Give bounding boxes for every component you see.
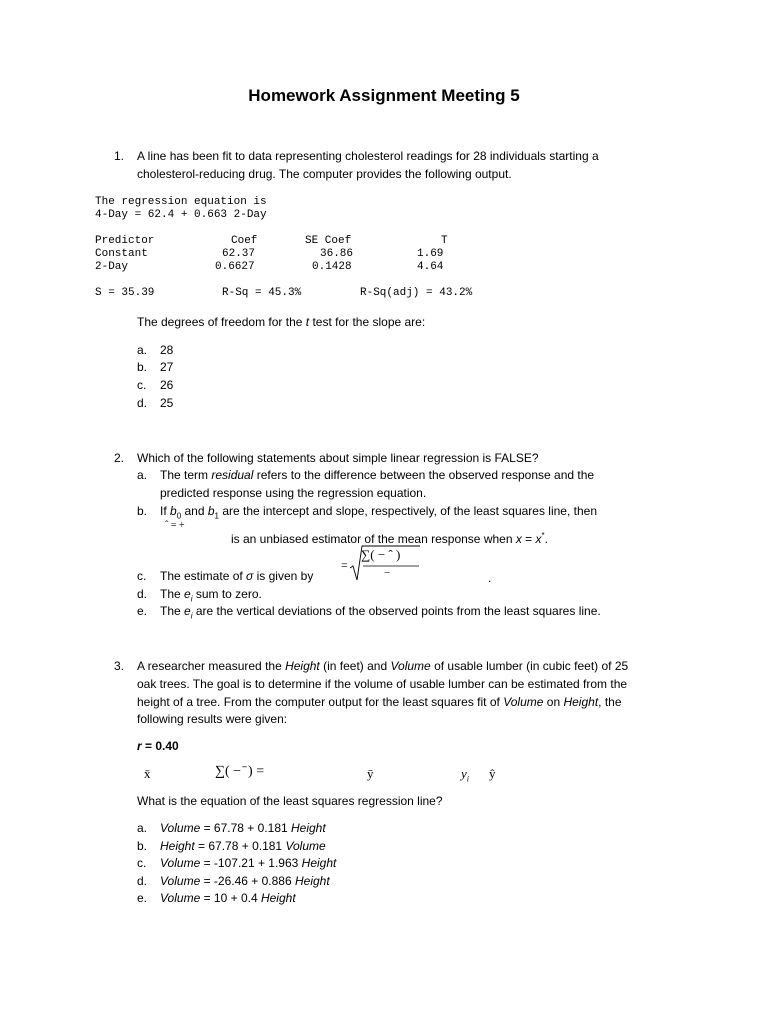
output-cell: 36.86 bbox=[320, 248, 354, 260]
stat-xbar: x̄ bbox=[144, 766, 151, 781]
option-letter: c. bbox=[137, 378, 147, 392]
option-text: 26 bbox=[160, 378, 174, 392]
option-letter: b. bbox=[137, 504, 148, 518]
output-cell: 4.64 bbox=[417, 261, 444, 273]
page-title: Homework Assignment Meeting 5 bbox=[248, 86, 520, 105]
option-text: is an unbiased estimator of the mean response when x = x*. bbox=[231, 531, 548, 546]
option-text: The term residual refers to the difference between the observed response and the bbox=[160, 468, 595, 482]
question-prompt: What is the equation of the least squares regression line? bbox=[137, 794, 443, 808]
option-letter: e. bbox=[137, 891, 148, 905]
question-prompt: The degrees of freedom for the t test for the slope are: bbox=[137, 315, 426, 329]
output-line: The regression equation is bbox=[95, 196, 267, 208]
stat-yi: $y_i$ bbox=[461, 766, 470, 784]
option-text: The $e_i$ sum to zero. bbox=[160, 587, 262, 604]
option-text: The estimate of σ is given by bbox=[160, 569, 314, 583]
question-text-line: A line has been fit to data representing cholesterol readings for 28 individuals starting a bbox=[137, 149, 599, 163]
output-line: 4-Day = 62.4 + 0.663 2-Day bbox=[95, 209, 267, 221]
option-text: Volume = 10 + 0.4 Height bbox=[160, 891, 296, 905]
output-cell: Constant bbox=[95, 248, 148, 260]
option-letter: c. bbox=[137, 856, 147, 870]
output-cell: 1.69 bbox=[417, 248, 444, 260]
stat-sum-squares: ∑( − ̄ ) = bbox=[215, 764, 265, 779]
option-text: Volume = -26.46 + 0.886 Height bbox=[160, 874, 330, 888]
output-header: T bbox=[441, 235, 448, 247]
question-text-line: Which of the following statements about simple linear regression is FALSE? bbox=[137, 451, 539, 465]
option-letter: d. bbox=[137, 874, 148, 888]
question-text-line: height of a tree. From the computer output for the least squares fit of Volume on Height, the bbox=[137, 695, 622, 709]
output-header: SE Coef bbox=[305, 235, 352, 247]
option-letter: e. bbox=[137, 604, 148, 618]
formula-equals: = bbox=[341, 558, 348, 572]
option-letter: b. bbox=[137, 839, 148, 853]
output-header: Predictor bbox=[95, 235, 155, 247]
option-letter: a. bbox=[137, 343, 148, 357]
question-text-line: following results were given: bbox=[137, 712, 288, 726]
option-text: Volume = 67.78 + 0.181 Height bbox=[160, 821, 326, 835]
question-text-line: A researcher measured the Height (in feet) and Volume of usable lumber (in cubic feet) of 25 bbox=[137, 659, 629, 673]
question-number: 3. bbox=[114, 659, 125, 673]
stat-ybar: ȳ bbox=[367, 766, 374, 781]
output-rsq: R-Sq = 45.3% bbox=[222, 287, 302, 299]
formula-period: . bbox=[488, 571, 492, 585]
stat-yhat: ŷ bbox=[489, 766, 496, 781]
option-text: If $b_0$ and $b_1$ are the intercept and slope, respectively, of the least squares line, then bbox=[160, 504, 597, 521]
output-cell: 62.37 bbox=[222, 248, 256, 260]
question-number: 1. bbox=[114, 149, 125, 163]
formula-denominator: − bbox=[384, 567, 391, 579]
option-letter: a. bbox=[137, 821, 148, 835]
correlation-value: r = 0.40 bbox=[137, 739, 179, 753]
formula-numerator: ∑( − ˆ ) bbox=[361, 547, 401, 562]
option-text: 25 bbox=[160, 396, 174, 410]
output-cell: 0.6627 bbox=[215, 261, 255, 273]
option-text: Volume = -107.21 + 1.963 Height bbox=[160, 856, 337, 870]
output-s: S = 35.39 bbox=[95, 287, 155, 299]
option-letter: d. bbox=[137, 587, 148, 601]
output-cell: 0.1428 bbox=[312, 261, 352, 273]
question-text-line: oak trees. The goal is to determine if the volume of usable lumber can be estimated from the bbox=[137, 677, 628, 691]
option-letter: a. bbox=[137, 468, 148, 482]
output-cell: 2-Day bbox=[95, 261, 129, 273]
option-text: 27 bbox=[160, 360, 174, 374]
option-text: The $e_i$ are the vertical deviations of the observed points from the least squares line. bbox=[160, 604, 601, 621]
option-letter: b. bbox=[137, 360, 148, 374]
question-number: 2. bbox=[114, 451, 125, 465]
question-text-line: cholesterol-reducing drug. The computer provides the following output. bbox=[137, 167, 512, 181]
output-rsq-adj: R-Sq(adj) = 43.2% bbox=[360, 287, 473, 299]
option-text: Height = 67.78 + 0.181 Volume bbox=[160, 839, 326, 853]
option-letter: d. bbox=[137, 396, 148, 410]
option-text: predicted response using the regression equation. bbox=[160, 486, 427, 500]
output-header: Coef bbox=[231, 235, 258, 247]
formula-mean-response: ˆ = + bbox=[165, 520, 185, 531]
option-text: 28 bbox=[160, 343, 174, 357]
option-letter: c. bbox=[137, 569, 147, 583]
